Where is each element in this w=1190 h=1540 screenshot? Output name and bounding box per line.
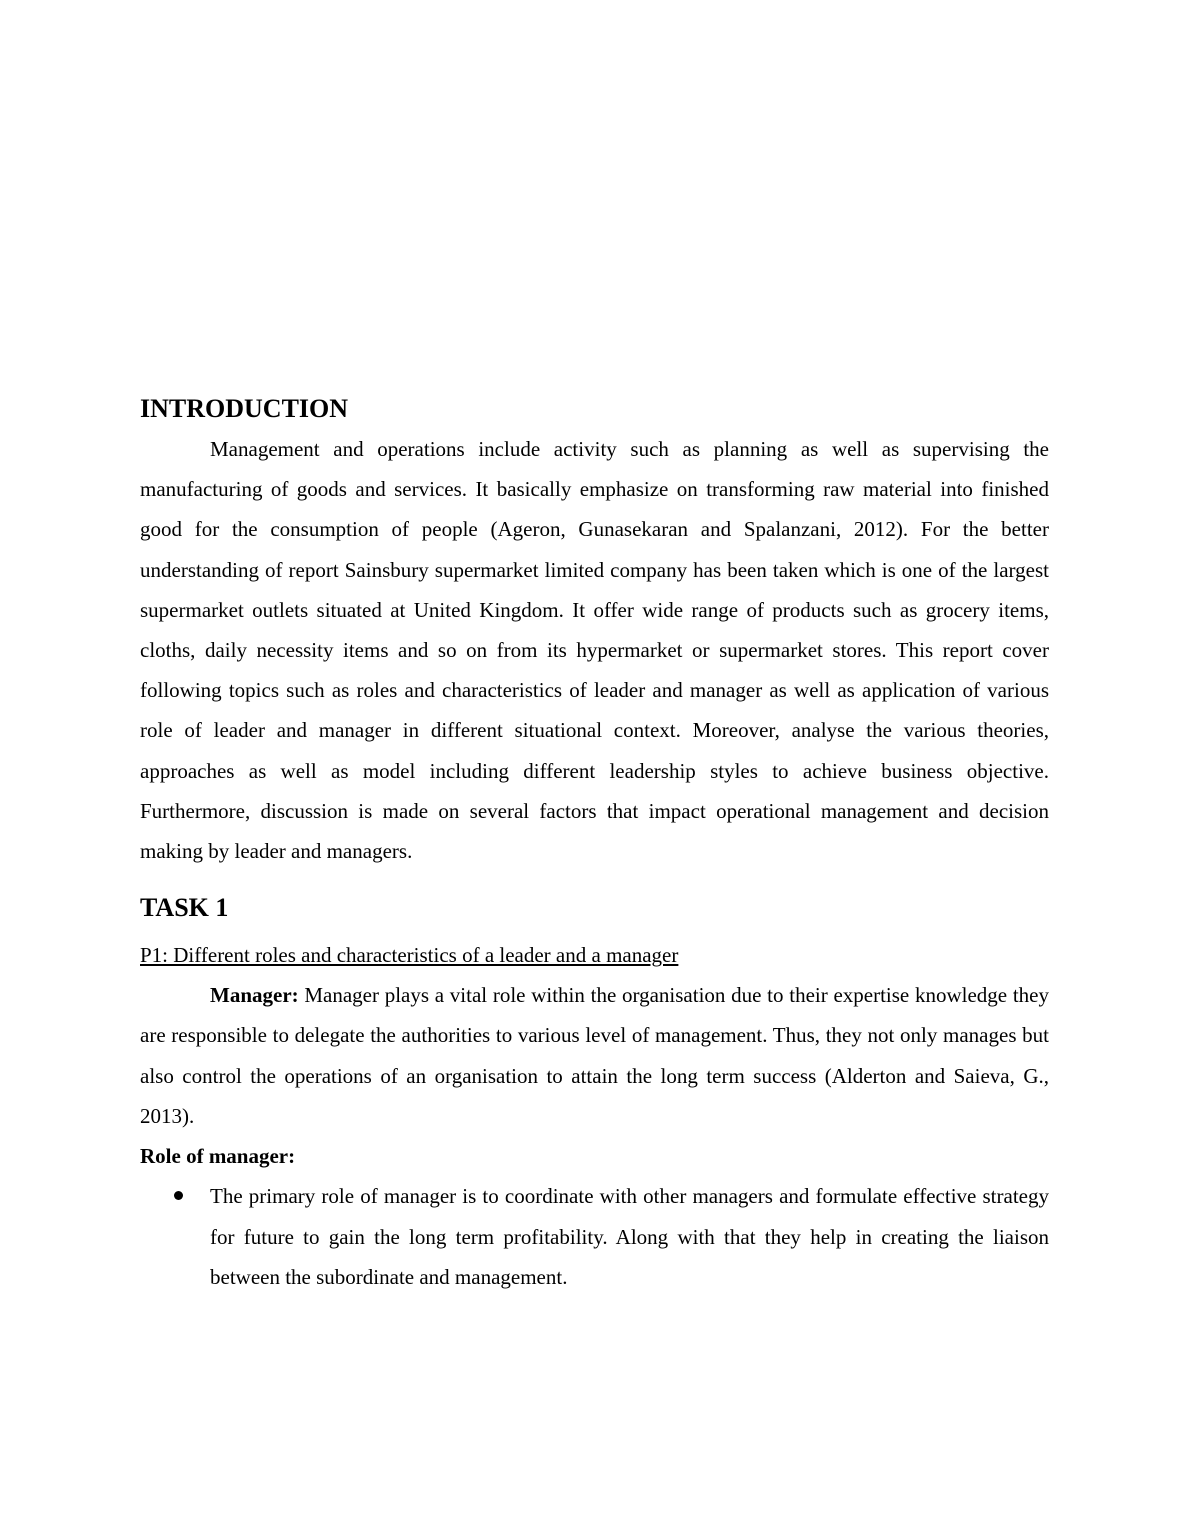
task1-heading: TASK 1 [140,893,229,923]
manager-paragraph [140,975,1049,1136]
p1-subheading: P1: Different roles and characteristics of a leader and a manager [140,943,679,968]
page-content [140,392,1049,1298]
list-item-text: The primary role of manager is to coordinate with other managers and formulate effective strategy for future to gain the long term profitability. Along with that they help in creating the liaison between the subordinate and management. [210,1184,1049,1290]
role-of-manager-heading: Role of manager: [140,1144,296,1169]
manager-text: Manager plays a vital role within the organisation due to their expertise knowledge they are responsible to delegate the authorities to various level of management. Thus, they not only manages but also control the operations of an organisation to attain the long term success (Alderton and Saieva, G., 2013). [140,983,1049,1128]
manager-label: Manager: [210,983,299,1008]
manager-roles-list [140,1176,1049,1298]
introduction-paragraph: Management and operations include activity such as planning as well as supervising the manufacturing of goods and services. It basically emphasize on transforming raw material into finished good for the consumption of people (Ageron, Gunasekaran and Spalanzani, 2012). For the better understanding of report Sainsbury supermarket limited company has been taken which is one of the largest supermarket outlets situated at United Kingdom. It offer wide range of products such as grocery items, cloths, daily necessity items and so on from its hypermarket or supermarket stores. This report cover following topics such as roles and characteristics of leader and manager as well as application of various role of leader and manager in different situational context. Moreover, analyse the various theories, approaches as well as model including different leadership styles to achieve business objective. Furthermore, discussion is made on several factors that impact operational management and decision making by leader and managers. [140,437,1049,864]
bullet-icon [174,1191,183,1200]
list-item [140,1176,1049,1298]
introduction-heading: INTRODUCTION [140,394,349,423]
